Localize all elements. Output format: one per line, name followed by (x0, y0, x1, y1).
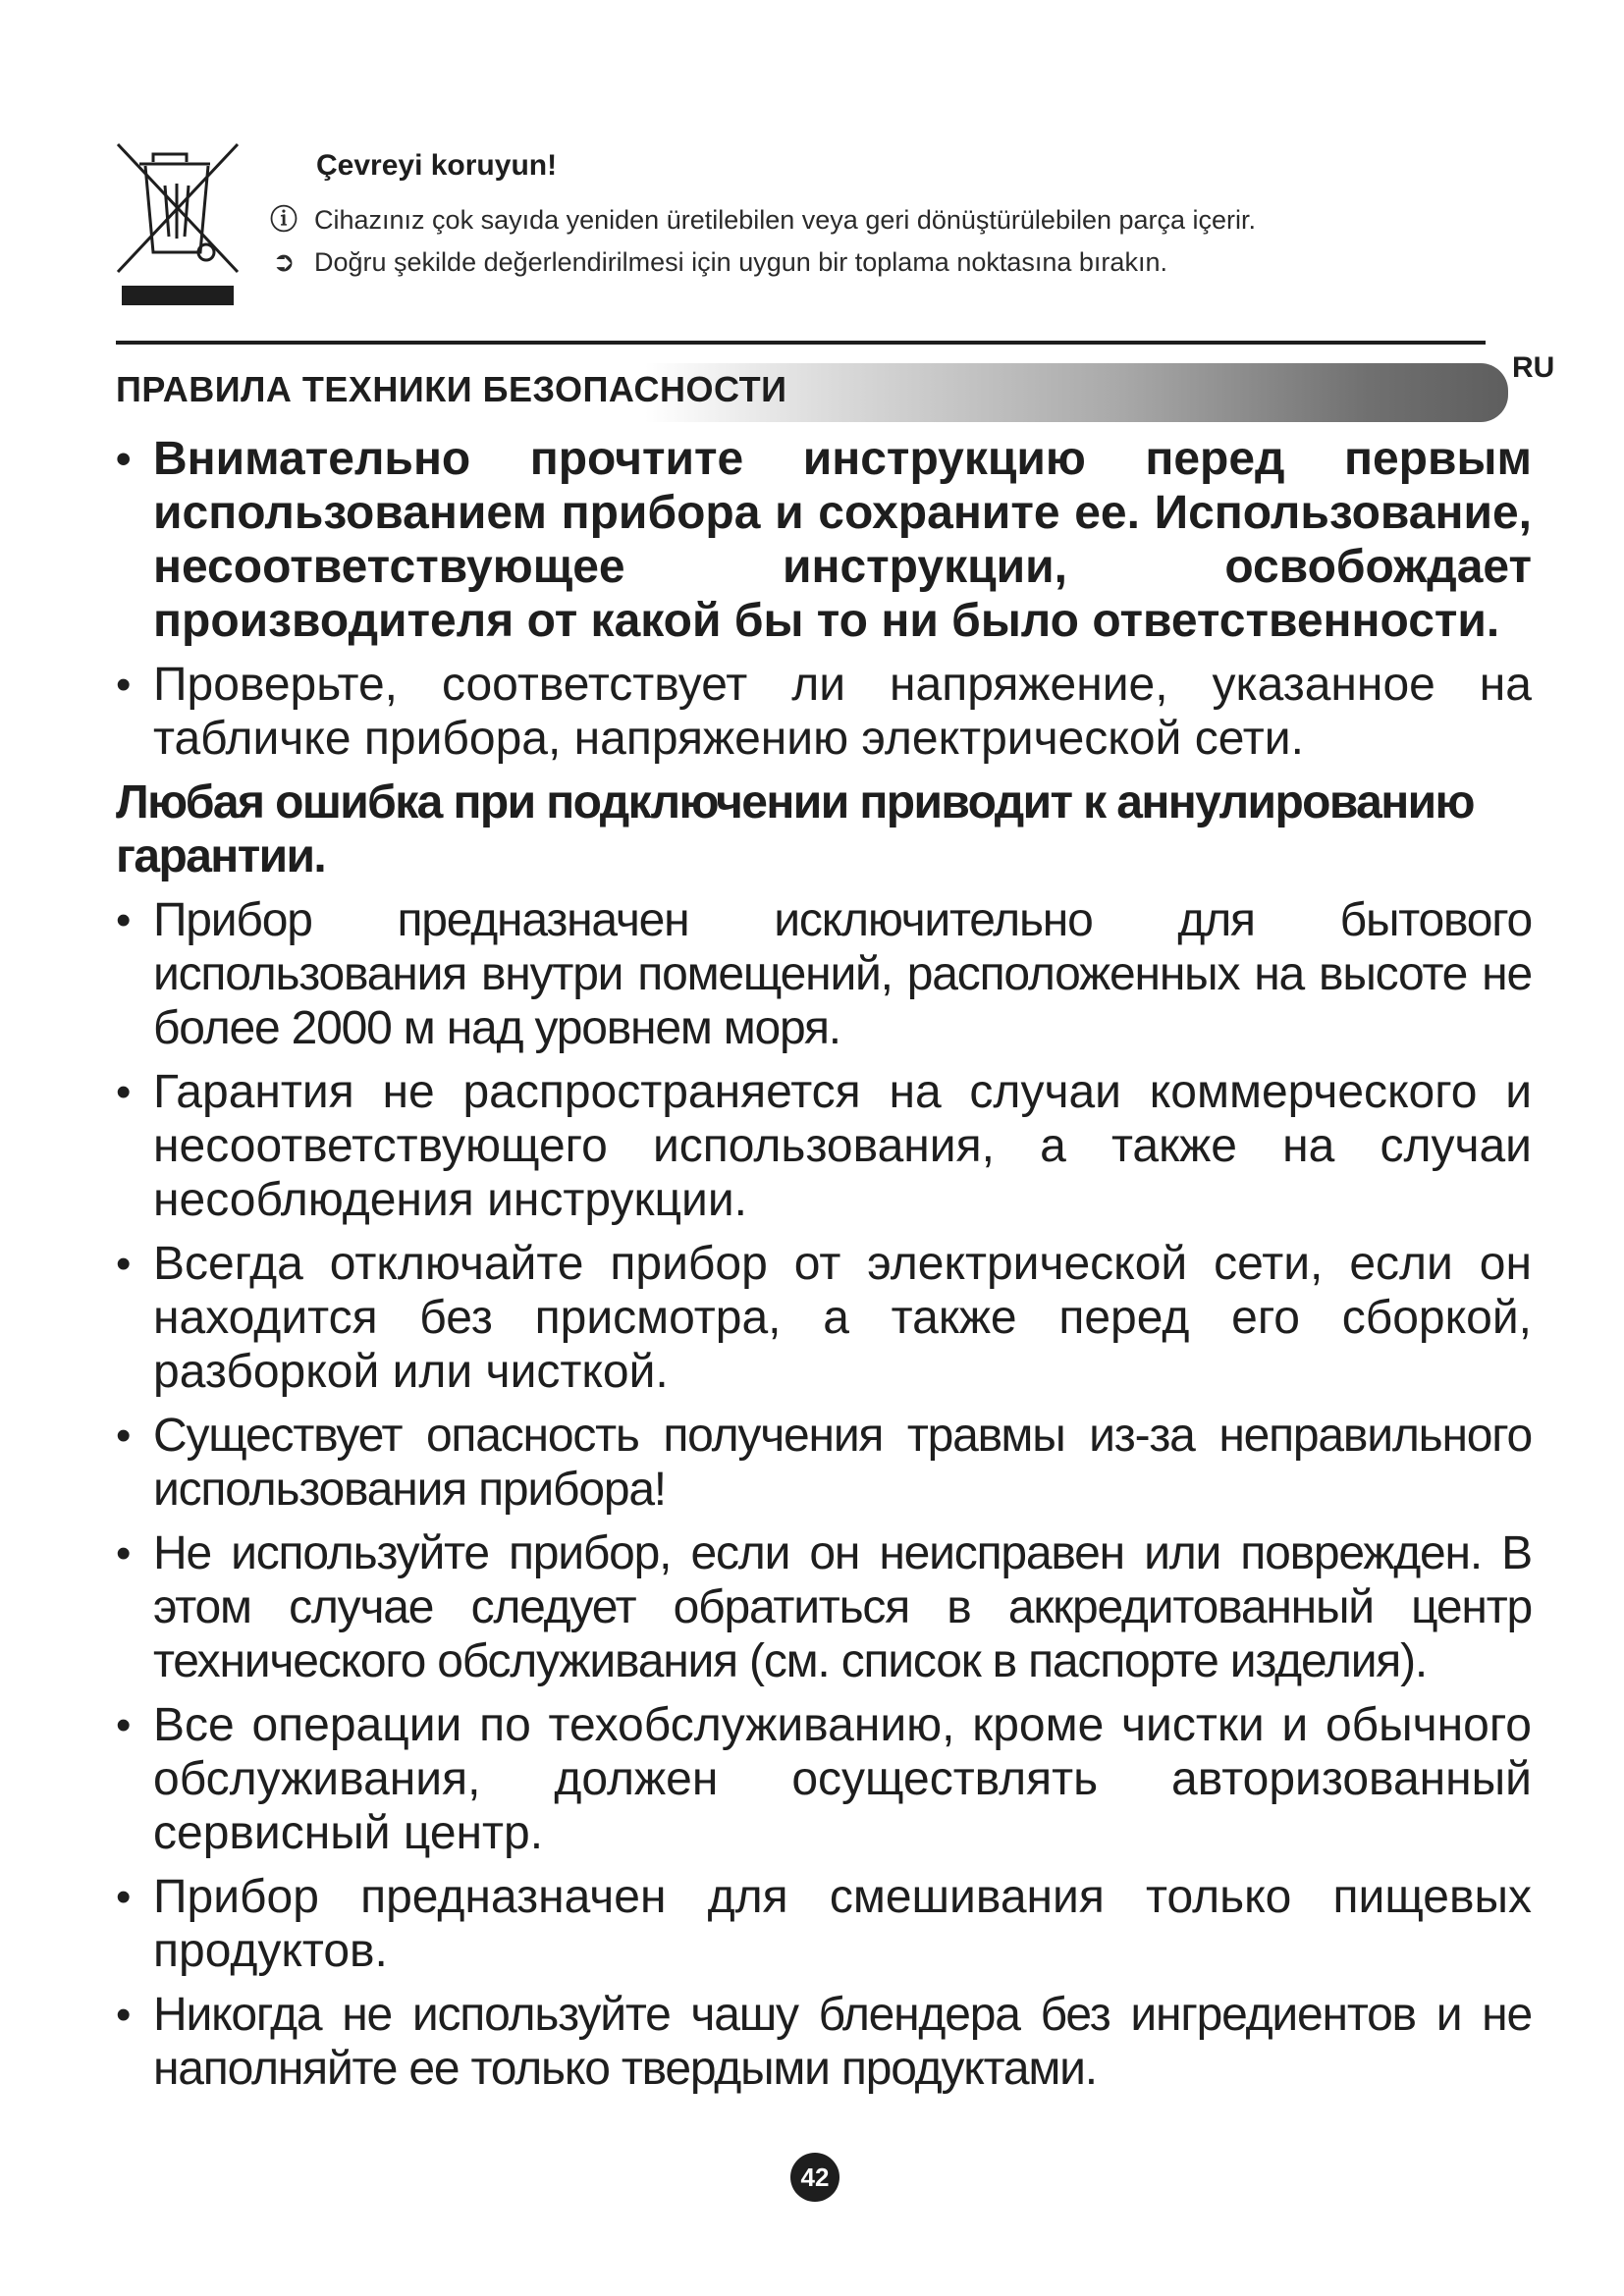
bullet: • (116, 1412, 131, 1460)
environment-title: Çevreyi koruyun! (316, 149, 558, 182)
crossed-out-wheelie-bin-icon (116, 142, 240, 311)
safety-instructions (116, 432, 1532, 2106)
list-item (116, 1065, 1532, 1227)
list-item (116, 1237, 1532, 1399)
bullet: • (116, 1240, 132, 1288)
bullet: • (116, 1701, 132, 1749)
list-item-text: Все операции по техобслуживанию, кроме чистки и обычного обслуживания, должен осуществлять авторизованный сервисный центр. (153, 1699, 1532, 1859)
info-circle-icon: ⓘ (269, 204, 298, 235)
bullet: • (116, 661, 132, 709)
warranty-warning: Любая ошибка при подключении приводит к аннулированию гарантии. (116, 776, 1474, 882)
list-item (116, 658, 1532, 766)
list-item-text: Гарантия не распространяется на случаи коммерческого и несоответствующего использования, а также на случаи несоблюдения инструкции. (153, 1066, 1532, 1226)
page-number: 42 (790, 2153, 839, 2202)
list-item (116, 893, 1532, 1055)
list-item-text: Внимательно прочтите инструкцию перед первым использованием прибора и сохраните ее. Использование, несоответствующее инструкции, освобождает производителя от какой бы то ни было ответственности. (153, 433, 1532, 647)
list-item (116, 432, 1532, 648)
list-item (116, 1988, 1532, 2096)
section-title: ПРАВИЛА ТЕХНИКИ БЕЗОПАСНОСТИ (116, 369, 787, 409)
environment-line-1-text: Cihazınız çok sayıda yeniden üretilebilen veya geri dönüştürülebilen parça içerir. (314, 205, 1257, 235)
list-item-text: Никогда не используйте чашу блендера без ингредиентов и не наполняйте ее только твердыми продуктами. (153, 1989, 1532, 2095)
environment-line-2-text: Doğru şekilde değerlendirilmesi için uygun bir toplama noktasına bırakın. (314, 247, 1167, 277)
list-item (116, 1870, 1532, 1978)
environment-line-collection (267, 245, 1167, 278)
list-item (116, 1409, 1532, 1517)
bullet: • (116, 1991, 131, 2039)
bullet: • (116, 896, 131, 944)
list-item-text: Прибор предназначен для смешивания только пищевых продуктов. (153, 1871, 1532, 1977)
list-item-text: Проверьте, соответствует ли напряжение, указанное на табличке прибора, напряжению электрической сети. (153, 659, 1532, 765)
arrow-right-icon: ➲ (272, 246, 296, 277)
list-item (116, 1698, 1532, 1860)
bullet: • (116, 1873, 132, 1921)
list-item-text: Прибор предназначен исключительно для бытового использования внутри помещений, расположенных на высоте не более 2000 м над уровнем моря. (153, 894, 1532, 1054)
environment-line-recyclable (267, 198, 1256, 238)
section-divider (116, 341, 1486, 345)
language-tag: RU (1512, 351, 1555, 384)
list-item-text: Всегда отключайте прибор от электрической сети, если он находится без присмотра, а также перед его сборкой, разборкой или чисткой. (153, 1238, 1532, 1398)
bullet: • (116, 1068, 132, 1116)
list-item-text: Не используйте прибор, если он неисправен или поврежден. В этом случае следует обратиться в аккредитованный центр технического обслуживания (см. список в паспорте изделия). (153, 1527, 1532, 1687)
bullet: • (116, 435, 132, 483)
list-item (116, 1526, 1532, 1688)
bullet: • (116, 1529, 131, 1577)
list-item-text: Существует опасность получения травмы из-за неправильного использования прибора! (153, 1410, 1532, 1516)
